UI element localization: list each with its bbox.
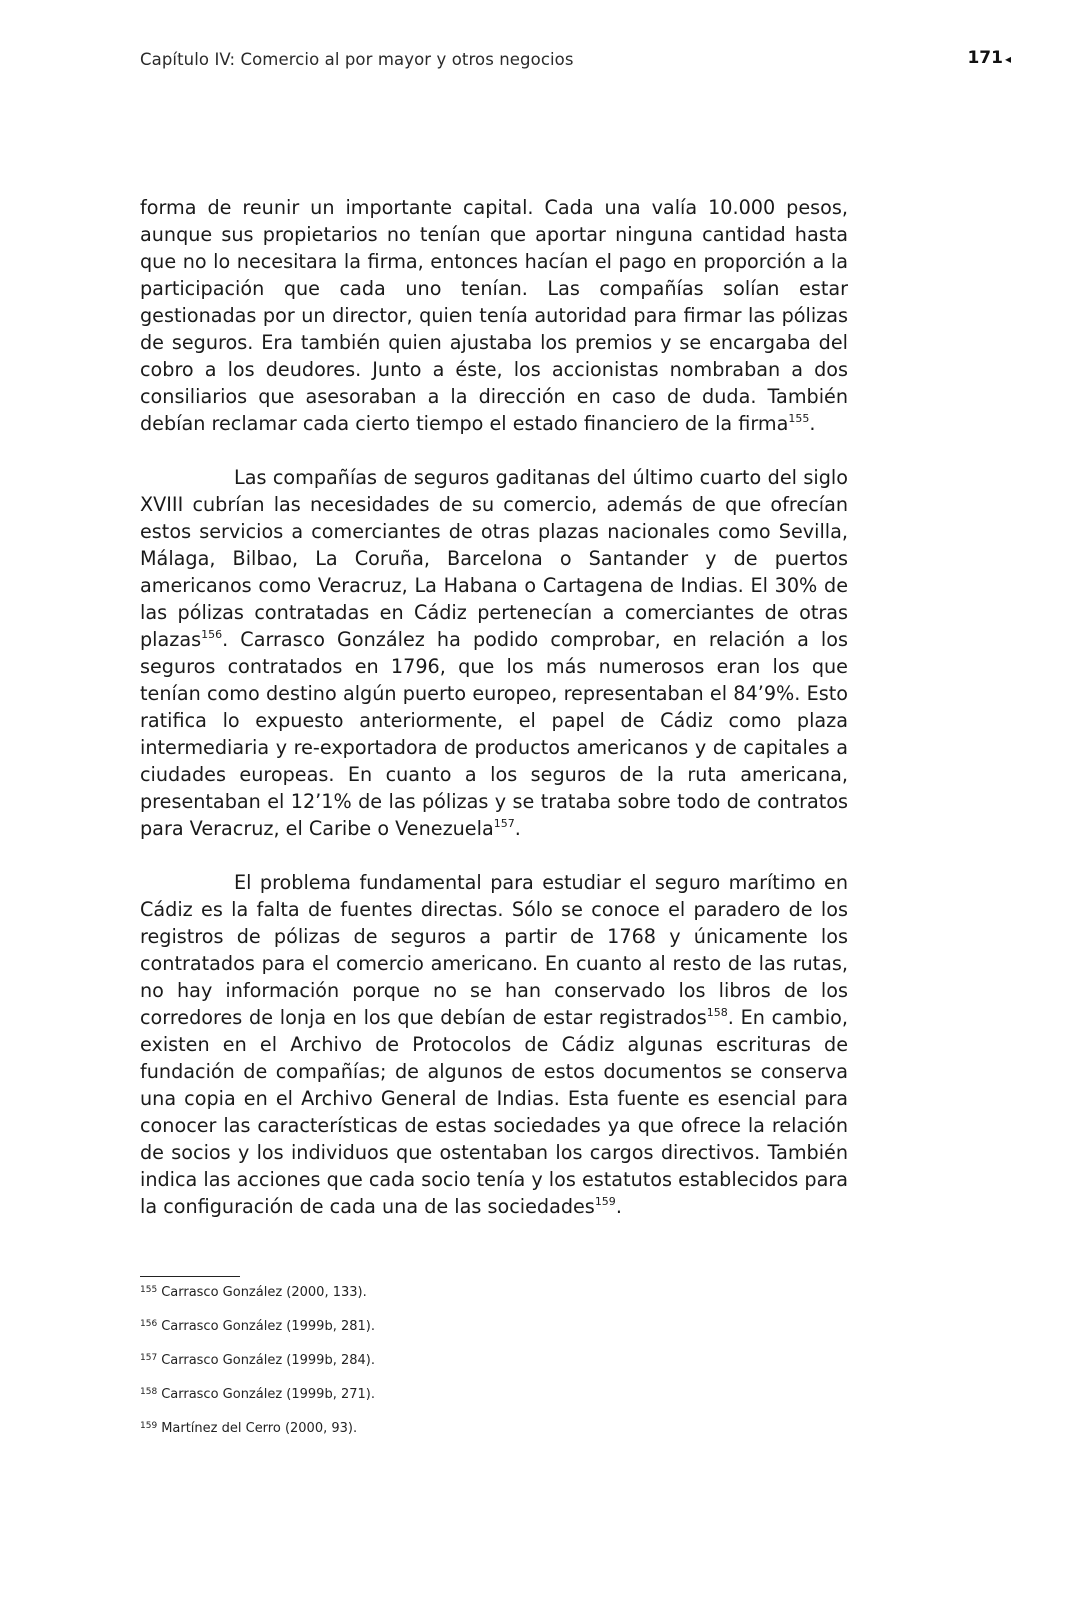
- footnote: [140, 1352, 375, 1386]
- triangle-left-icon: ◂: [1004, 52, 1011, 66]
- footnote-number: 159: [140, 1421, 158, 1431]
- footnote-number: 156: [140, 1319, 158, 1329]
- paragraph-text: . En cambio, existen en el Archivo de Protocolos de Cádiz algunas escrituras de fundación de compañías; de algunos de estos documentos se conserva una copia en el Archivo General de Indias. Esta fuente es esencial para conocer las características de estas sociedades ya que ofrece la relación de socios y los individuos que ostentaban los cargos directivos. También indica las acciones que cada socio tenía y los estatutos establecidos para la configuración de cada una de las sociedades: [140, 1006, 848, 1218]
- footnote: [140, 1420, 375, 1454]
- footnote-text: Carrasco González (1999b, 271).: [161, 1387, 375, 1402]
- footnote-ref: 156: [201, 627, 223, 641]
- paragraph-text: . Carrasco González ha podido comprobar, en relación a los seguros contratados en 1796, que los más numerosos eran los que tenían como destino algún puerto europeo, representaban el 84’9%. Esto ratifica lo expuesto anteriormente, el papel de Cádiz como plaza intermediaria y re-exportadora de productos americanos y de capitales a ciudades europeas. En cuanto a los seguros de la ruta americana, presentaban el 12’1% de las pólizas y se trataba sobre todo de contratos para Veracruz, el Caribe o Venezuela: [140, 628, 848, 840]
- body-text: [140, 194, 848, 1220]
- footnote-number: 155: [140, 1285, 158, 1295]
- paragraph-text: El problema fundamental para estudiar el seguro marítimo en Cádiz es la falta de fuentes directas. Sólo se conoce el paradero de los registros de pólizas de seguros a partir de 1768 y únicamente los contratados para el comercio americano. En cuanto al resto de las rutas, no hay información porque no se han conservado los libros de los corredores de lonja en los que debían de estar registrados: [140, 871, 848, 1029]
- footnote-text: Carrasco González (1999b, 284).: [161, 1353, 375, 1368]
- footnote-ref: 159: [594, 1194, 616, 1208]
- paragraph-text: .: [809, 412, 816, 435]
- paragraph-text: Las compañías de seguros gaditanas del último cuarto del siglo XVIII cubrían las necesidades de su comercio, además de que ofrecían estos servicios a comerciantes de otras plazas nacionales como Sevilla, Málaga, Bilbao, La Coruña, Barcelona o Santander y de puertos americanos como Veracruz, La Habana o Cartagena de Indias. El 30% de las pólizas contratadas en Cádiz pertenecían a comerciantes de otras plazas: [140, 466, 848, 651]
- footnote: [140, 1386, 375, 1420]
- paragraph-2: [140, 464, 848, 842]
- footnote-number: 158: [140, 1387, 158, 1397]
- paragraph-1: [140, 194, 848, 437]
- footnote: [140, 1318, 375, 1352]
- footnote-ref: 157: [493, 816, 515, 830]
- page-number: [967, 48, 1011, 68]
- page-number-value: 171: [967, 48, 1003, 68]
- running-header: Capítulo IV: Comercio al por mayor y otros negocios: [140, 50, 574, 69]
- footnote-separator: [140, 1276, 240, 1277]
- footnote: [140, 1284, 375, 1318]
- footnote-text: Carrasco González (1999b, 281).: [161, 1319, 375, 1334]
- paragraph-text: .: [514, 817, 521, 840]
- footnote-ref: 155: [788, 411, 810, 425]
- paragraph-text: forma de reunir un importante capital. Cada una valía 10.000 pesos, aunque sus propietarios no tenían que aportar ninguna cantidad hasta que no lo necesitara la firma, entonces hacían el pago en proporción a la participación que cada uno tenían. Las compañías solían estar gestionadas por un director, quien tenía autoridad para firmar las pólizas de seguros. Era también quien ajustaba los premios y se encargaba del cobro a los deudores. Junto a éste, los accionistas nombraban a dos consiliarios que asesoraban a la dirección en caso de duda. También debían reclamar cada cierto tiempo el estado financiero de la firma: [140, 196, 848, 435]
- paragraph-3: [140, 869, 848, 1220]
- footnote-text: Martínez del Cerro (2000, 93).: [161, 1421, 358, 1436]
- paragraph-text: .: [615, 1195, 622, 1218]
- footnote-number: 157: [140, 1353, 158, 1363]
- footnotes: [140, 1284, 375, 1454]
- footnote-text: Carrasco González (2000, 133).: [161, 1285, 367, 1300]
- footnote-ref: 158: [706, 1005, 728, 1019]
